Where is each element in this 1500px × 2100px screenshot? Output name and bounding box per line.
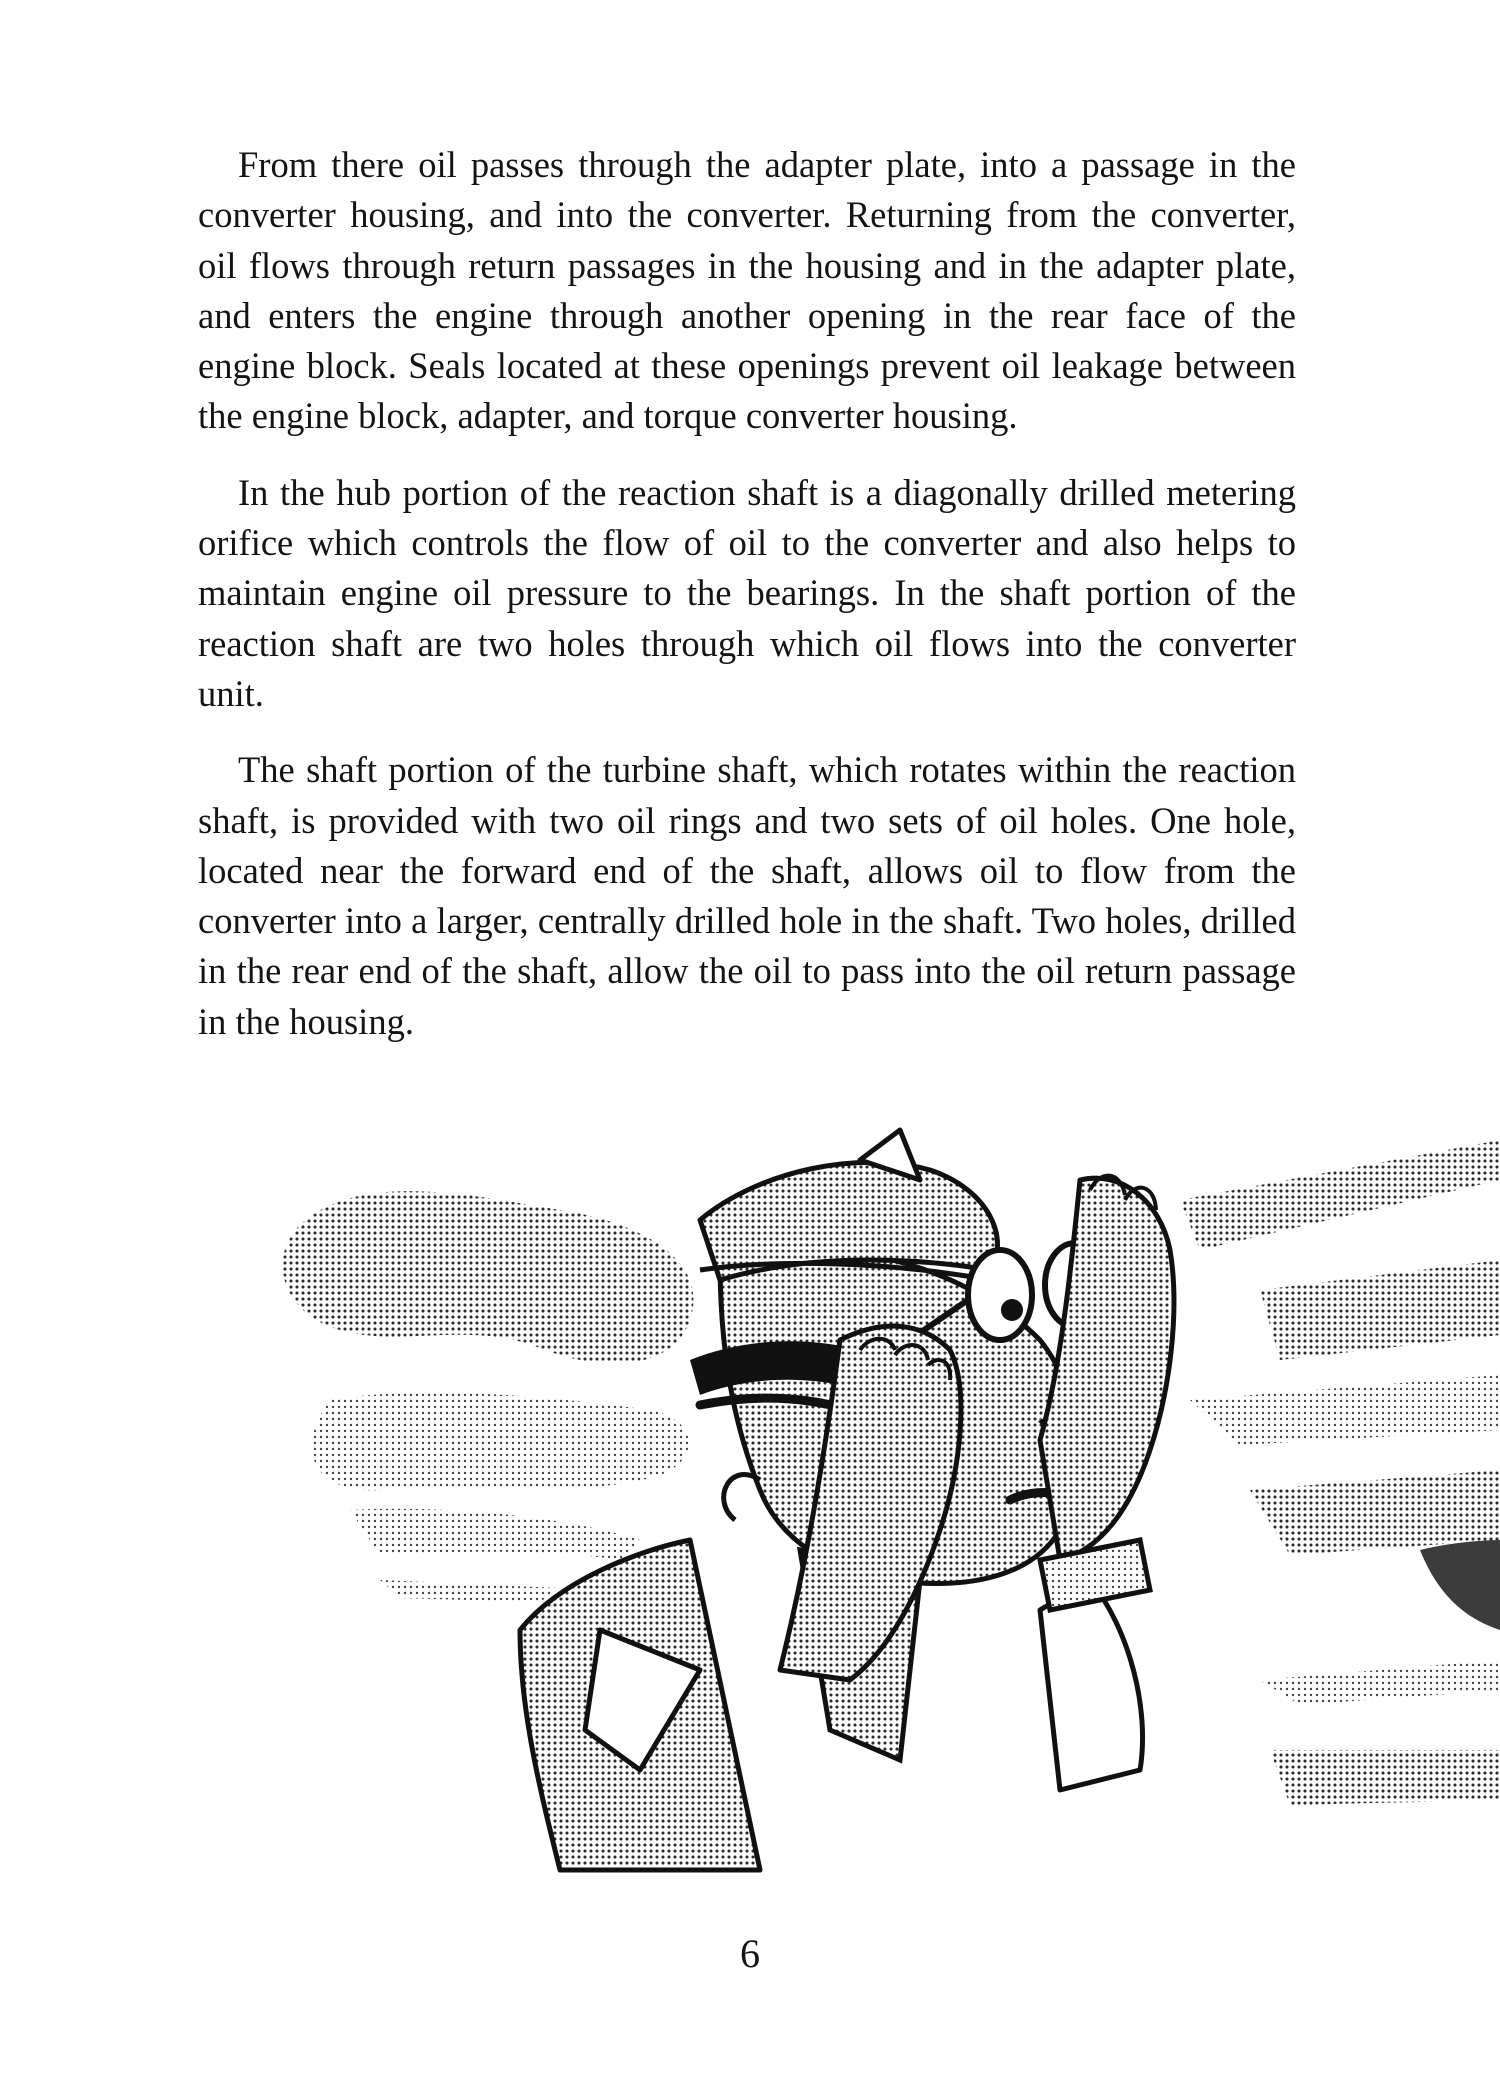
figure-right-hand <box>1040 1176 1174 1610</box>
body-text <box>198 140 1296 1047</box>
halftone-streaks-right <box>1180 1140 1500 1805</box>
cartoon-illustration <box>0 1110 1500 1900</box>
page-number: 6 <box>740 1931 760 1976</box>
paragraph-1: From there oil passes through the adapter plate, into a passage in the converter housing, and into the converter. Returning from the converter, oil flows through return passages in the housing and in the adapter plate, and enters the engine through another opening in the rear face of the engine block. Seals located at these openings prevent oil leakage between the engine block, adapter, and torque converter housing. <box>198 144 1296 437</box>
paragraph-3: The shaft portion of the turbine shaft, which rotates within the reaction shaft, is provided with two oil rings and two sets of oil holes. One hole, located near the forward end of the shaft, allows oil to flow from the converter into a larger, centrally drilled hole in the shaft. Two holes, drilled in the rear end of the shaft, allow the oil to pass into the oil return passage in the housing. <box>198 749 1296 1042</box>
halftone-cloud-left <box>283 1191 694 1602</box>
figure-cap <box>700 1130 998 1280</box>
paragraph-2: In the hub portion of the reaction shaft is a diagonally drilled metering orifice which controls the flow of oil to the converter and also helps to maintain engine oil pressure to the bearings. In the shaft portion of the reaction shaft are two holes through which oil flows into the converter unit. <box>198 471 1296 714</box>
